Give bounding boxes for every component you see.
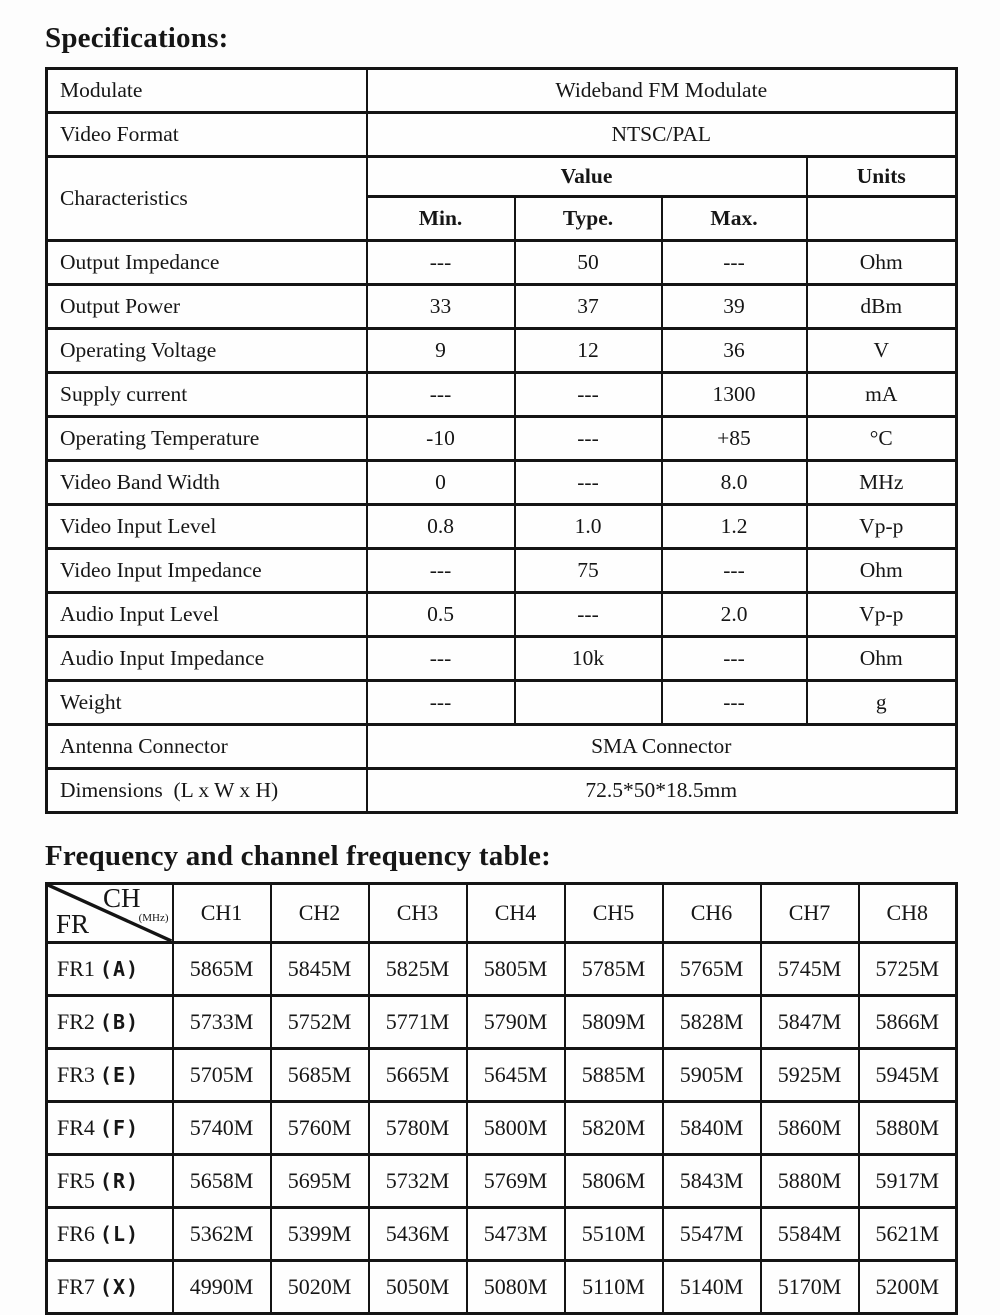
type-header: Type.: [515, 197, 662, 241]
spec-cell-min: ---: [367, 637, 515, 681]
table-row: [47, 69, 957, 113]
channel-header: CH1: [173, 884, 271, 943]
freq-cell: 5880M: [859, 1102, 957, 1155]
channel-header: CH2: [271, 884, 369, 943]
freq-cell: 5050M: [369, 1261, 467, 1314]
fr-name: FR3: [57, 1062, 95, 1087]
spec-row-label: Video Band Width: [47, 461, 367, 505]
spec-cell-type: 50: [515, 241, 662, 285]
spec-cell-units: MHz: [807, 461, 957, 505]
spec-cell-min: 0.5: [367, 593, 515, 637]
fr-row-label: [47, 943, 173, 996]
freq-cell: 5621M: [859, 1208, 957, 1261]
spec-cell-type: 12: [515, 329, 662, 373]
value-header: Value: [367, 157, 807, 197]
freq-cell: 5769M: [467, 1155, 565, 1208]
freq-cell: 5820M: [565, 1102, 663, 1155]
spec-cell-units: °C: [807, 417, 957, 461]
freq-cell: 5733M: [173, 996, 271, 1049]
spec-cell-min: ---: [367, 681, 515, 725]
spec-cell-type: 10k: [515, 637, 662, 681]
specifications-heading: Specifications:: [45, 22, 229, 54]
table-row: [47, 113, 957, 157]
freq-cell: 5840M: [663, 1102, 761, 1155]
fr-row-label: [47, 1208, 173, 1261]
freq-cell: 5584M: [761, 1208, 859, 1261]
channel-header: CH6: [663, 884, 761, 943]
freq-cell: 5800M: [467, 1102, 565, 1155]
spec-row-label: Video Format: [47, 113, 367, 157]
table-row: [47, 1049, 957, 1102]
spec-cell-min: -10: [367, 417, 515, 461]
fr-name: FR5: [57, 1168, 95, 1193]
min-header: Min.: [367, 197, 515, 241]
table-row: [47, 943, 957, 996]
freq-cell: 5473M: [467, 1208, 565, 1261]
freq-cell: 5725M: [859, 943, 957, 996]
freq-cell: 5809M: [565, 996, 663, 1049]
freq-cell: 5847M: [761, 996, 859, 1049]
freq-cell: 5765M: [663, 943, 761, 996]
freq-cell: 5780M: [369, 1102, 467, 1155]
spec-row-label: Operating Temperature: [47, 417, 367, 461]
freq-cell: 5805M: [467, 943, 565, 996]
spec-cell-min: 0: [367, 461, 515, 505]
spec-cell-min: 33: [367, 285, 515, 329]
characteristics-label: Characteristics: [47, 157, 367, 241]
spec-cell-max: ---: [662, 549, 807, 593]
specifications-table: [45, 67, 958, 814]
table-row: [47, 1155, 957, 1208]
spec-cell-max: 36: [662, 329, 807, 373]
table-row: [47, 884, 957, 943]
channel-header: CH3: [369, 884, 467, 943]
channel-header: CH8: [859, 884, 957, 943]
freq-cell: 5845M: [271, 943, 369, 996]
spec-row-value: NTSC/PAL: [367, 113, 957, 157]
spec-cell-max: ---: [662, 241, 807, 285]
spec-cell-units: Ohm: [807, 549, 957, 593]
fr-name: FR4: [57, 1115, 95, 1140]
fr-band-letter: (B): [99, 1010, 140, 1034]
fr-row-label: [47, 1261, 173, 1314]
spec-cell-max: 1300: [662, 373, 807, 417]
spec-cell-min: ---: [367, 549, 515, 593]
freq-cell: 5080M: [467, 1261, 565, 1314]
spec-cell-units: mA: [807, 373, 957, 417]
table-row: [47, 417, 957, 461]
spec-cell-units: Vp-p: [807, 505, 957, 549]
fr-band-letter: (R): [99, 1169, 140, 1193]
fr-band-letter: (A): [99, 957, 140, 981]
table-row: [47, 241, 957, 285]
spec-cell-max: 8.0: [662, 461, 807, 505]
freq-cell: 5170M: [761, 1261, 859, 1314]
freq-cell: 5705M: [173, 1049, 271, 1102]
spec-row-value: Wideband FM Modulate: [367, 69, 957, 113]
freq-cell: 5740M: [173, 1102, 271, 1155]
table-row: [47, 461, 957, 505]
channel-header: CH5: [565, 884, 663, 943]
spec-row-label: Modulate: [47, 69, 367, 113]
spec-cell-type: ---: [515, 373, 662, 417]
freq-cell: 5200M: [859, 1261, 957, 1314]
spec-row-label: Output Power: [47, 285, 367, 329]
freq-cell: 5885M: [565, 1049, 663, 1102]
frequency-table-heading: Frequency and channel frequency table:: [45, 840, 551, 872]
freq-cell: 5140M: [663, 1261, 761, 1314]
freq-cell: 5658M: [173, 1155, 271, 1208]
fr-band-letter: (L): [99, 1222, 140, 1246]
spec-cell-type: 1.0: [515, 505, 662, 549]
table-row: [47, 329, 957, 373]
table-row: [47, 1208, 957, 1261]
spec-cell-max: 39: [662, 285, 807, 329]
units-header: Units: [807, 157, 957, 197]
freq-cell: 5665M: [369, 1049, 467, 1102]
table-row: [47, 725, 957, 769]
freq-cell: 5760M: [271, 1102, 369, 1155]
fr-band-letter: (E): [99, 1063, 140, 1087]
frequency-table: [45, 882, 958, 1315]
spec-cell-type: ---: [515, 461, 662, 505]
units-empty-cell: [807, 197, 957, 241]
fr-row-label: [47, 1155, 173, 1208]
spec-cell-min: ---: [367, 373, 515, 417]
spec-row-label: Audio Input Impedance: [47, 637, 367, 681]
freq-cell: 5362M: [173, 1208, 271, 1261]
table-row: [47, 1261, 957, 1314]
freq-cell: 5865M: [173, 943, 271, 996]
corner-mhz-label: (MHz): [138, 912, 169, 924]
channel-header: CH4: [467, 884, 565, 943]
spec-row-value: SMA Connector: [367, 725, 957, 769]
table-row: [47, 769, 957, 813]
freq-cell: 5828M: [663, 996, 761, 1049]
fr-name: FR2: [57, 1009, 95, 1034]
spec-cell-max: 1.2: [662, 505, 807, 549]
spec-cell-max: +85: [662, 417, 807, 461]
spec-cell-max: ---: [662, 681, 807, 725]
freq-cell: 4990M: [173, 1261, 271, 1314]
freq-cell: 5745M: [761, 943, 859, 996]
freq-cell: 5020M: [271, 1261, 369, 1314]
freq-cell: 5732M: [369, 1155, 467, 1208]
freq-cell: 5925M: [761, 1049, 859, 1102]
spec-cell-units: Ohm: [807, 241, 957, 285]
freq-cell: 5905M: [663, 1049, 761, 1102]
fr-ch-corner-cell: [47, 884, 173, 943]
spec-row-value: 72.5*50*18.5mm: [367, 769, 957, 813]
spec-cell-units: Vp-p: [807, 593, 957, 637]
freq-cell: 5752M: [271, 996, 369, 1049]
spec-row-label: Operating Voltage: [47, 329, 367, 373]
spec-row-label: Video Input Impedance: [47, 549, 367, 593]
freq-cell: 5825M: [369, 943, 467, 996]
freq-cell: 5771M: [369, 996, 467, 1049]
corner-ch-label: CH: [102, 883, 141, 913]
spec-cell-type: 37: [515, 285, 662, 329]
table-row: [47, 549, 957, 593]
freq-cell: 5399M: [271, 1208, 369, 1261]
spec-cell-min: 9: [367, 329, 515, 373]
fr-name: FR6: [57, 1221, 95, 1246]
table-row: [47, 996, 957, 1049]
channel-header: CH7: [761, 884, 859, 943]
spec-cell-type: ---: [515, 593, 662, 637]
table-row: [47, 285, 957, 329]
fr-row-label: [47, 1102, 173, 1155]
max-header: Max.: [662, 197, 807, 241]
freq-cell: 5860M: [761, 1102, 859, 1155]
fr-band-letter: (F): [99, 1116, 140, 1140]
spec-cell-units: g: [807, 681, 957, 725]
freq-cell: 5917M: [859, 1155, 957, 1208]
spec-row-label: Antenna Connector: [47, 725, 367, 769]
table-row: [47, 373, 957, 417]
freq-cell: 5645M: [467, 1049, 565, 1102]
freq-cell: 5806M: [565, 1155, 663, 1208]
spec-row-label: Video Input Level: [47, 505, 367, 549]
freq-cell: 5695M: [271, 1155, 369, 1208]
spec-row-label: Dimensions (L x W x H): [47, 769, 367, 813]
fr-row-label: [47, 996, 173, 1049]
spec-cell-type: ---: [515, 417, 662, 461]
spec-cell-type: 75: [515, 549, 662, 593]
spec-cell-units: dBm: [807, 285, 957, 329]
freq-cell: 5785M: [565, 943, 663, 996]
spec-cell-units: V: [807, 329, 957, 373]
spec-cell-min: ---: [367, 241, 515, 285]
spec-row-label: Weight: [47, 681, 367, 725]
freq-cell: 5436M: [369, 1208, 467, 1261]
spec-row-label: Supply current: [47, 373, 367, 417]
freq-cell: 5880M: [761, 1155, 859, 1208]
fr-row-label: [47, 1049, 173, 1102]
fr-name: FR7: [57, 1274, 95, 1299]
table-row: [47, 593, 957, 637]
freq-cell: 5685M: [271, 1049, 369, 1102]
spec-cell-units: Ohm: [807, 637, 957, 681]
freq-cell: 5510M: [565, 1208, 663, 1261]
freq-cell: 5790M: [467, 996, 565, 1049]
table-row: [47, 157, 957, 197]
spec-cell-max: 2.0: [662, 593, 807, 637]
spec-cell-max: ---: [662, 637, 807, 681]
table-row: [47, 1102, 957, 1155]
freq-cell: 5547M: [663, 1208, 761, 1261]
corner-fr-label: FR: [56, 909, 90, 939]
freq-cell: 5866M: [859, 996, 957, 1049]
table-row: [47, 505, 957, 549]
fr-band-letter: (X): [99, 1275, 140, 1299]
table-row: [47, 637, 957, 681]
freq-cell: 5110M: [565, 1261, 663, 1314]
spec-row-label: Audio Input Level: [47, 593, 367, 637]
freq-cell: 5843M: [663, 1155, 761, 1208]
fr-name: FR1: [57, 956, 95, 981]
spec-cell-type: [515, 681, 662, 725]
table-row: [47, 681, 957, 725]
freq-cell: 5945M: [859, 1049, 957, 1102]
spec-row-label: Output Impedance: [47, 241, 367, 285]
spec-cell-min: 0.8: [367, 505, 515, 549]
